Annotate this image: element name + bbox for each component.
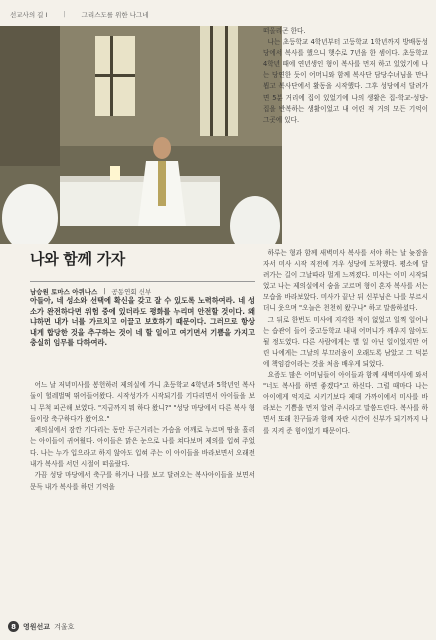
author-divider: | xyxy=(103,287,106,295)
page-number: 8 xyxy=(8,621,19,632)
author-affiliation: 공동연회 신부 xyxy=(111,288,152,296)
body-paragraph: 그 뒤로 한번도 미사에 지각한 적이 없었고 일찍 일어나는 습관이 들어 중고등학교 내내 어머니가 깨우지 않아도 될 정도였다. 다른 사람에게는 별 일 아닌 일이었지만 어린 나에게는 그날의 부끄러움이 오래도록 남았고 그 덕분에 책임감이라는 것을 처음 배우게 되었다. xyxy=(263,315,428,368)
header-subtitle: 그리스도를 위한 나그네 xyxy=(81,10,149,19)
body-paragraph: 하루는 형과 함께 새벽미사 복사를 서야 하는 날 늦잠을 자서 미사 시작 직전에 겨우 성당에 도착했다. 평소에 달려가는 길이 그날따라 멀게 느껴졌다. 미사는 이미 시작되었고 나는 제의실에서 숨을 고르며 형이 혼자 복사를 서는 모습을 바라보았다. 미사가 끝난 뒤 신부님은 나를 부르시더니 웃으며 "오늘은 천천히 왔구나" 하고 말씀하셨다. xyxy=(263,249,428,313)
article-title: 나와 함께 가자 xyxy=(30,250,125,268)
body-paragraph: 나는 초등학교 4학년부터 고등학교 1학년까지 방배동성당에서 복사를 했으니 햇수로 7년을 한 셈이다. 초등학교 4학년 때에 연년생인 형이 복사를 먼저 하고 있었기에 나는 당연한 듯이 어머니와 함께 복사단 담당수녀님을 만나 뵙고 복사단에서 활동을 시작했다. 그후 성당에서 달려가면 5분 거리에 집이 있었기에 나의 생활은 집-학교-성당-집을 반복하는 생활이었고 내 어린 적 거의 모든 기억이 그곳에 있다. xyxy=(263,38,428,124)
body-column-right-upper xyxy=(263,26,428,126)
author-line xyxy=(30,281,255,296)
article-title-block xyxy=(30,248,255,296)
body-paragraph: 떠올리곤 한다. xyxy=(263,27,306,35)
header-divider: | xyxy=(63,10,66,18)
body-paragraph: 요즘도 많은 어머님들이 아이들과 함께 새벽미사에 와서 "너도 복사를 하면 좋겠다"고 하신다. 그럴 때마다 나는 아이에게 억지로 시키기보다 제대 가까이에서 미사를 바라보는 기쁨을 먼저 알려 주시라고 말씀드린다. 복사를 하면서 또래 친구들과 함께 자란 시간이 신부가 되기까지 나를 지켜 준 힘이었기 때문이다. xyxy=(263,371,428,435)
body-column-right-lower xyxy=(263,248,428,437)
magazine-name: 영원선교 xyxy=(23,622,51,631)
body-column-left xyxy=(30,380,255,493)
body-paragraph: 제의실에서 잠깐 기다리는 동안 두근거리는 가슴을 어깨로 누르며 땀을 흘리는 아이들이 귀여웠다. 아이들은 맑은 눈으로 나를 쳐다보며 제의를 입혀 주었다. 나는 누가 입으라고 하지 않아도 입혀 주는 이 아이들을 바라보면서 오래전 내가 복사를 서던 시절이 떠올랐다. xyxy=(30,426,255,469)
page-footer xyxy=(8,621,74,632)
running-header xyxy=(10,7,426,21)
mass-photo xyxy=(0,26,282,244)
mass-photo-illustration xyxy=(0,26,282,244)
body-paragraph: 가끔 성당 마당에서 축구를 하거나 나를 보고 달려오는 복사아이들을 보면서 문득 내가 복사를 하던 기억을 xyxy=(30,471,255,491)
issue-label: 겨울호 xyxy=(54,622,75,631)
body-paragraph: 어느 날 저녁미사를 봉헌하러 제의실에 가니 초등학교 4학년과 5학년인 복사 둘이 헐레벌떡 뛰어들어왔다. 시작성가가 시작되기를 기다리면서 아이들을 보니 무척 피곤해 보였다. "지금까지 뭐 하다 왔니?" "성당 마당에서 다른 복사 형들이랑 축구하다가 왔어요." xyxy=(30,381,255,423)
lead-quote: 아들아, 네 성소와 선택에 확신을 갖고 잘 수 있도록 노력하여라. 네 성소가 완전하다면 위험 중에 있더라도 평화를 누리며 안전할 것이다. 왜냐하면 내가 너를 가르치고 이끌고 보호하기 때문이다. 그러므로 항상 내게 합당한 것을 추구하는 것이 네 할 일이고 여기면서 기쁨을 가지고 충실히 임무를 다하여라. xyxy=(30,296,255,348)
section-label: 선교사의 길 Ⅰ xyxy=(10,10,48,19)
author-name: 남승원 토마스 아퀴나스 xyxy=(30,288,98,296)
